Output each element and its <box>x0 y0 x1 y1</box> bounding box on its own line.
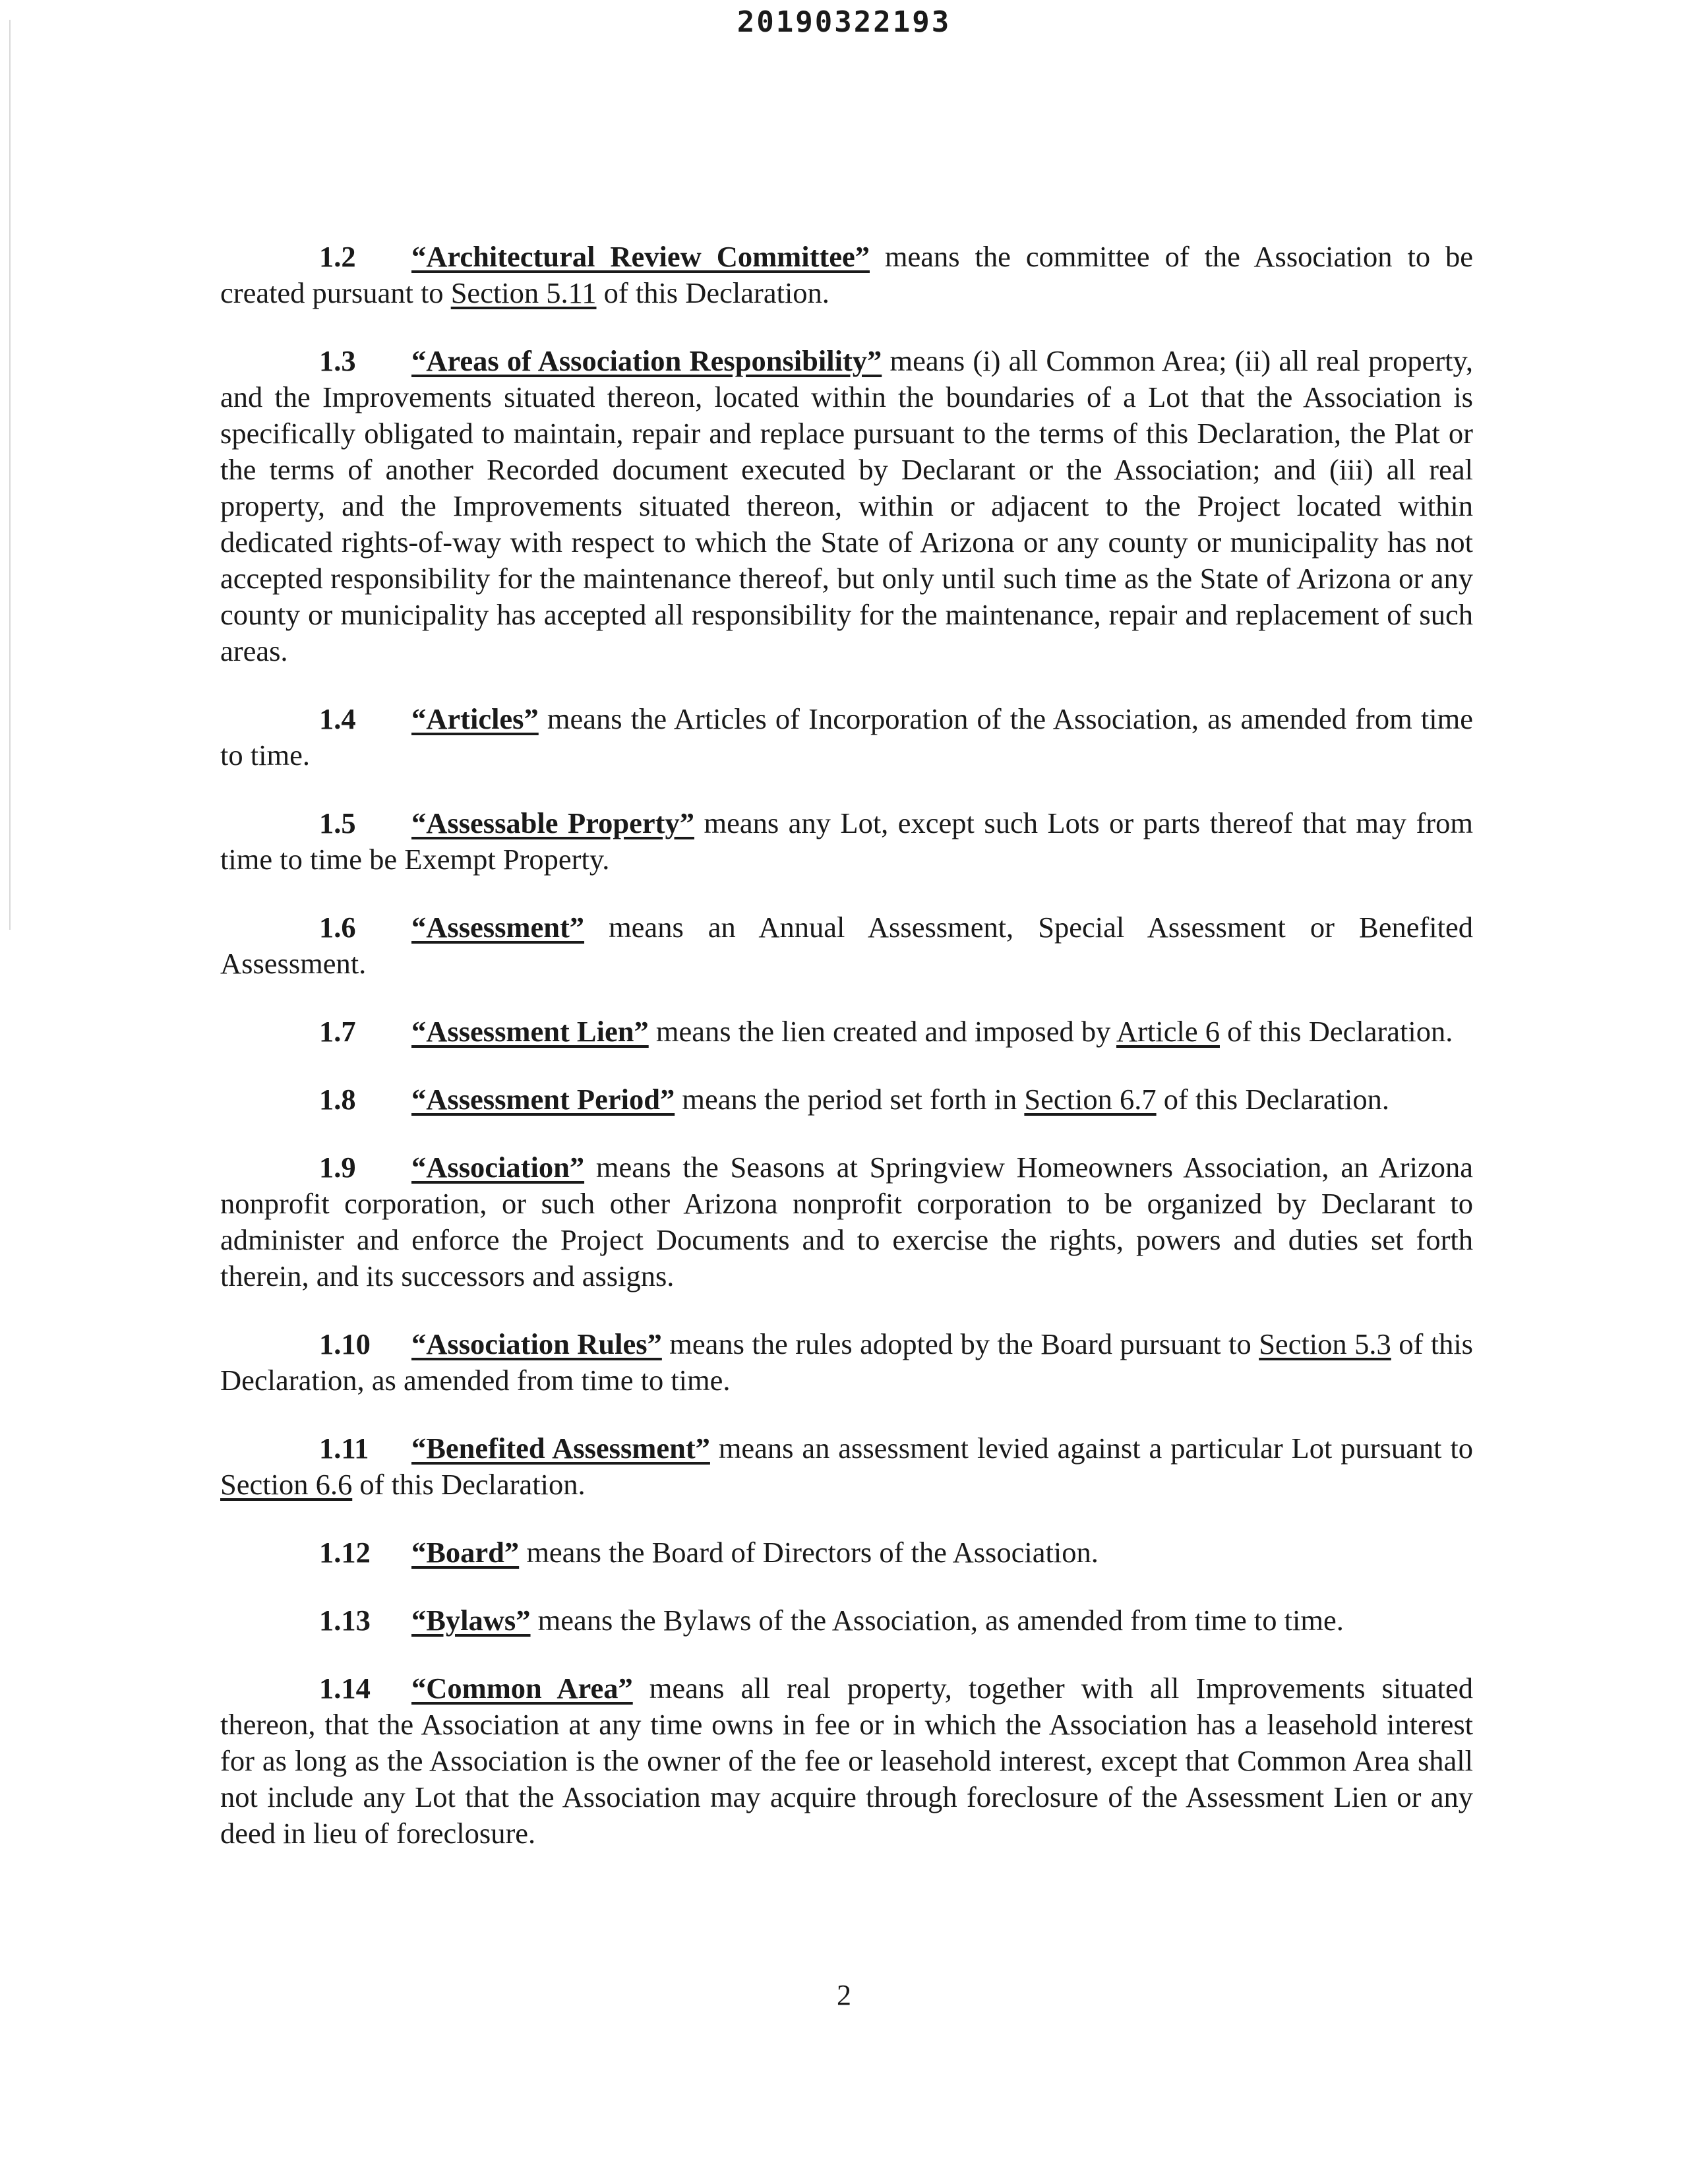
section-number: 1.6 <box>319 911 356 944</box>
section-number: 1.7 <box>319 1015 356 1048</box>
defined-term: “Assessable Property” <box>411 806 694 839</box>
cross-reference: Section 5.11 <box>450 276 597 309</box>
definition-paragraph <box>220 1326 1473 1399</box>
section-number: 1.11 <box>319 1432 369 1465</box>
cross-reference: Article 6 <box>1116 1015 1220 1048</box>
definition-paragraph <box>220 1081 1473 1118</box>
defined-term: “Board” <box>411 1536 520 1569</box>
definition-paragraph <box>220 1149 1473 1294</box>
page-number: 2 <box>837 1979 851 2011</box>
definition-text: means the Bylaws of the Association, as amended from time to time. <box>530 1604 1344 1637</box>
cross-reference: Section 6.6 <box>220 1468 353 1501</box>
definition-paragraph <box>220 1534 1473 1571</box>
cross-reference: Section 5.3 <box>1259 1327 1391 1360</box>
definition-paragraph <box>220 805 1473 878</box>
defined-term: “Common Area” <box>411 1672 633 1705</box>
definition-text: means an Annual Assessment, Special Assessment or Benefited Assessment. <box>220 911 1473 980</box>
definition-paragraph <box>220 701 1473 774</box>
section-number: 1.14 <box>319 1672 371 1705</box>
definition-text-end: of this Declaration, as amended from time to time. <box>220 1327 1474 1397</box>
cross-reference: Section 6.7 <box>1024 1083 1157 1116</box>
definition-paragraph <box>220 1670 1473 1852</box>
definition-text: means the committee of the Association to be created pursuant to <box>220 240 1473 309</box>
section-number: 1.3 <box>319 344 356 377</box>
definition-text-end: of this Declaration. <box>352 1468 586 1501</box>
definition-paragraph <box>220 909 1473 982</box>
definitions-body <box>220 239 1473 1883</box>
defined-term: “Articles” <box>411 702 539 735</box>
section-number: 1.5 <box>319 806 356 839</box>
defined-term: “Association” <box>411 1151 585 1184</box>
definition-paragraph <box>220 1602 1473 1639</box>
definition-paragraph <box>220 343 1473 669</box>
section-number: 1.2 <box>319 240 356 273</box>
definition-text-end: of this Declaration. <box>596 276 829 309</box>
section-number: 1.12 <box>319 1536 371 1569</box>
definition-text: means any Lot, except such Lots or parts thereof that may from time to time be Exempt Property. <box>220 806 1473 876</box>
section-number: 1.10 <box>319 1327 371 1360</box>
defined-term: “Areas of Association Responsibility” <box>411 344 882 377</box>
defined-term: “Assessment Lien” <box>411 1015 649 1048</box>
definition-paragraph <box>220 1014 1473 1050</box>
definition-text: means the rules adopted by the Board pursuant to <box>661 1327 1259 1360</box>
defined-term: “Bylaws” <box>411 1604 531 1637</box>
definition-text: means the lien created and imposed by <box>648 1015 1117 1048</box>
defined-term: “Architectural Review Committee” <box>411 240 870 273</box>
defined-term: “Assessment” <box>411 911 585 944</box>
definition-text: means an assessment levied against a particular Lot pursuant to <box>709 1432 1473 1465</box>
definition-text: means the period set forth in <box>675 1083 1025 1116</box>
definition-text: means the Board of Directors of the Association. <box>519 1536 1099 1569</box>
definition-text: means (i) all Common Area; (ii) all real property, and the Improvements situated thereon, located within the boundaries of a Lot that the Association is specifically obligated to maintain, repair and replace pursuant to the terms of this Declaration, the Plat or the terms of another Recorded document executed by Declarant or the Association; and (iii) all real property, and the Improvements situated thereon, within or adjacent to the Project located within dedicated rights-of-way with respect to which the State of Arizona or any county or municipality has not accepted responsibility for the maintenance thereof, but only until such time as the State of Arizona or any county or municipality has accepted all responsibility for the maintenance, repair and replacement of such areas. <box>220 344 1473 667</box>
defined-term: “Assessment Period” <box>411 1083 675 1116</box>
section-number: 1.8 <box>319 1083 356 1116</box>
definition-text-end: of this Declaration. <box>1156 1083 1390 1116</box>
definition-paragraph <box>220 1430 1473 1503</box>
section-number: 1.9 <box>319 1151 356 1184</box>
definition-paragraph <box>220 239 1473 311</box>
definition-text: means the Articles of Incorporation of the Association, as amended from time to time. <box>220 702 1473 772</box>
defined-term: “Benefited Assessment” <box>411 1432 710 1465</box>
defined-term: “Association Rules” <box>411 1327 662 1360</box>
section-number: 1.13 <box>319 1604 371 1637</box>
recording-number: 20190322193 <box>737 5 951 39</box>
definition-text: means the Seasons at Springview Homeowners Association, an Arizona nonprofit corporation, or such other Arizona nonprofit corporation to be organized by Declarant to administer and enforce the Project Documents and to exercise the rights, powers and duties set forth therein, and its successors and assigns. <box>220 1151 1473 1292</box>
definition-text: means all real property, together with all Improvements situated thereon, that the Association at any time owns in fee or in which the Association has a leasehold interest for as long as the Association is the owner of the fee or leasehold interest, except that Common Area shall not include any Lot that the Association may acquire through foreclosure of the Assessment Lien or any deed in lieu of foreclosure. <box>220 1672 1473 1850</box>
scan-edge-mark <box>9 20 11 930</box>
section-number: 1.4 <box>319 702 356 735</box>
definition-text-end: of this Declaration. <box>1219 1015 1453 1048</box>
